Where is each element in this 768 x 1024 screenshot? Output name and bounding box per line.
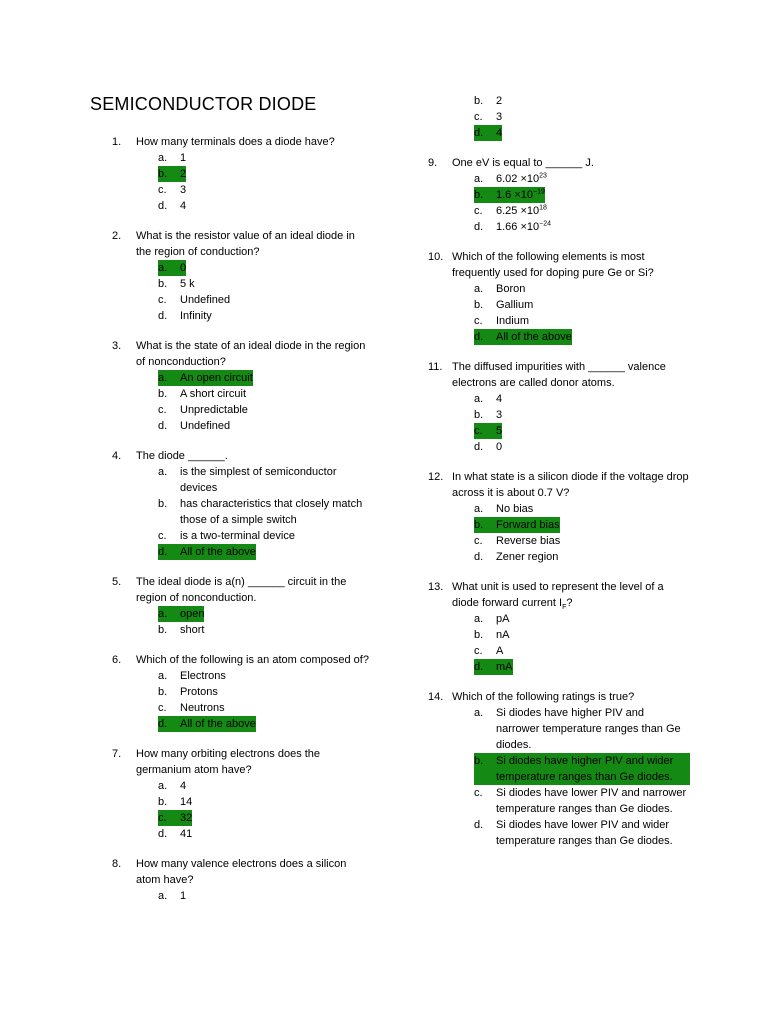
option-letter: d. xyxy=(474,331,484,343)
option-letter: d. xyxy=(158,546,168,558)
correct-highlight xyxy=(158,260,186,276)
correct-highlight xyxy=(158,810,192,826)
question-text: Which of the following elements is most frequently used for doping pure Ge or Si? xyxy=(452,251,654,279)
question-number: 7. xyxy=(112,748,122,760)
answer-option xyxy=(474,391,690,407)
option-text: open xyxy=(180,608,205,620)
correct-highlight xyxy=(474,187,545,203)
option-letter: b. xyxy=(158,686,168,698)
option-text: 0 xyxy=(496,441,503,453)
correct-highlight xyxy=(474,423,502,439)
options-list xyxy=(112,606,372,638)
answer-option xyxy=(158,778,372,794)
option-text xyxy=(496,219,690,235)
options-list xyxy=(112,668,372,732)
option-letter: d. xyxy=(158,828,168,840)
option-letter: b. xyxy=(158,388,168,400)
option-letter: a. xyxy=(158,372,168,384)
question-number: 8. xyxy=(112,858,122,870)
option-letter: c. xyxy=(474,535,483,547)
answer-option xyxy=(474,313,690,329)
answer-option xyxy=(474,93,690,109)
answer-option-correct xyxy=(158,544,372,560)
option-text: 1 xyxy=(180,890,187,902)
spacer xyxy=(428,565,690,579)
question-item xyxy=(428,155,690,235)
option-text: Indium xyxy=(496,315,530,327)
answer-option xyxy=(474,643,690,659)
question-number: 3. xyxy=(112,340,122,352)
option-letter: b. xyxy=(474,629,484,641)
option-text: 4 xyxy=(496,393,503,405)
answer-option xyxy=(158,418,372,434)
option-text: 4 xyxy=(180,780,187,792)
spacer xyxy=(112,434,372,448)
question-number: 2. xyxy=(112,230,122,242)
option-text: 4 xyxy=(180,200,187,212)
question-number: 11. xyxy=(428,361,443,373)
spacer xyxy=(112,842,372,856)
option-letter: c. xyxy=(158,294,167,306)
options-list xyxy=(428,501,690,565)
answer-option xyxy=(474,549,690,565)
answer-option xyxy=(158,292,372,308)
question-row xyxy=(112,746,372,778)
option-letter: a. xyxy=(158,890,168,902)
spacer xyxy=(112,638,372,652)
question-number: 5. xyxy=(112,576,122,588)
question-text: How many orbiting electrons does the germanium atom have? xyxy=(136,748,321,776)
question-row xyxy=(112,338,372,370)
answer-option-correct xyxy=(474,423,690,439)
question-item xyxy=(428,689,690,849)
option-text: 3 xyxy=(496,409,503,421)
question-item xyxy=(112,228,372,324)
option-text: short xyxy=(180,624,205,636)
option-text: Si diodes have higher PIV and wider temperature ranges than Ge diodes. xyxy=(496,755,674,783)
question-text: The diffused impurities with ______ valence electrons are called donor atoms. xyxy=(452,361,666,389)
option-letter: a. xyxy=(158,670,168,682)
spacer xyxy=(428,455,690,469)
option-text: 3 xyxy=(496,111,503,123)
answer-option xyxy=(474,109,690,125)
question-row xyxy=(112,652,372,668)
option-letter: c. xyxy=(474,315,483,327)
left-column xyxy=(112,134,372,904)
option-text: Boron xyxy=(496,283,526,295)
question-text: Which of the following is an atom composed of? xyxy=(136,654,369,666)
answer-option xyxy=(474,705,690,753)
question-text-main: What unit is used to represent the level of a diode forward current I xyxy=(452,581,664,609)
question-row xyxy=(428,249,690,281)
spacer xyxy=(428,141,690,155)
correct-highlight xyxy=(158,544,256,560)
question-text-end: ? xyxy=(566,597,573,609)
option-letter: c. xyxy=(158,530,167,542)
option-letter: c. xyxy=(474,645,483,657)
option-base: 6.02 ×10 xyxy=(496,173,540,185)
option-letter: c. xyxy=(158,184,167,196)
question-number: 6. xyxy=(112,654,122,666)
option-text: 41 xyxy=(180,828,193,840)
option-letter: b. xyxy=(158,168,168,180)
option-text: 2 xyxy=(496,95,503,107)
question-item xyxy=(428,579,690,675)
question-item xyxy=(428,469,690,565)
answer-option xyxy=(474,203,690,219)
correct-highlight xyxy=(474,753,690,785)
option-exponent: 18 xyxy=(539,204,547,212)
answer-option-correct xyxy=(474,517,690,533)
option-letter: d. xyxy=(158,718,168,730)
option-letter: d. xyxy=(474,127,484,139)
right-column xyxy=(428,93,690,849)
answer-option xyxy=(474,297,690,313)
answer-option xyxy=(158,888,372,904)
option-letter: c. xyxy=(158,812,167,824)
option-letter: c. xyxy=(158,702,167,714)
question-row xyxy=(428,469,690,501)
option-text: 32 xyxy=(180,812,193,824)
answer-option-correct xyxy=(158,260,372,276)
option-letter: d. xyxy=(158,200,168,212)
answer-option-correct xyxy=(474,329,690,345)
answer-option xyxy=(158,528,372,544)
answer-option xyxy=(474,407,690,423)
option-letter: b. xyxy=(474,755,484,767)
answer-option xyxy=(158,826,372,842)
option-base: 6.25 ×10 xyxy=(496,205,540,217)
option-letter: a. xyxy=(474,393,484,405)
option-text: Undefined xyxy=(180,420,231,432)
option-text: 4 xyxy=(496,127,503,139)
answer-option-correct xyxy=(158,166,372,182)
option-letter: d. xyxy=(474,441,484,453)
answer-option-correct xyxy=(474,187,690,203)
option-text: 14 xyxy=(180,796,193,808)
option-letter: a. xyxy=(474,173,484,185)
option-text: 2 xyxy=(180,168,187,180)
option-exponent: −24 xyxy=(539,220,551,228)
option-text: An open circuit xyxy=(180,372,253,384)
answer-option xyxy=(474,627,690,643)
question-number: 10. xyxy=(428,251,444,263)
question-row xyxy=(428,689,690,705)
option-text: Protons xyxy=(180,686,218,698)
answer-option xyxy=(158,668,372,684)
options-list xyxy=(428,391,690,455)
option-text: pA xyxy=(496,613,510,625)
options-list xyxy=(112,778,372,842)
options-list xyxy=(112,464,372,560)
option-letter: c. xyxy=(474,111,483,123)
spacer xyxy=(112,324,372,338)
answer-option xyxy=(158,182,372,198)
option-letter: d. xyxy=(474,819,484,831)
correct-highlight xyxy=(158,166,186,182)
answer-option-correct xyxy=(474,659,690,675)
option-text: Si diodes have higher PIV and narrower temperature ranges than Ge diodes. xyxy=(496,707,681,751)
option-letter: c. xyxy=(474,425,483,437)
option-text: All of the above xyxy=(180,546,256,558)
answer-option xyxy=(474,817,690,849)
options-list xyxy=(112,370,372,434)
option-text: 5 xyxy=(496,425,503,437)
option-text: nA xyxy=(496,629,510,641)
option-letter: c. xyxy=(474,787,483,799)
answer-option xyxy=(158,684,372,700)
correct-highlight xyxy=(474,329,572,345)
option-letter: b. xyxy=(158,498,168,510)
option-text: is the simplest of semiconductor devices xyxy=(180,466,337,494)
correct-highlight xyxy=(474,517,560,533)
question-text: The diode ______. xyxy=(136,450,228,462)
option-text: Si diodes have lower PIV and wider temperature ranges than Ge diodes. xyxy=(496,819,673,847)
option-letter: b. xyxy=(474,95,484,107)
answer-option xyxy=(158,700,372,716)
options-list xyxy=(112,888,372,904)
answer-option xyxy=(158,402,372,418)
question-row xyxy=(428,579,690,611)
option-text: Gallium xyxy=(496,299,534,311)
option-exponent: 23 xyxy=(539,172,547,180)
option-letter: a. xyxy=(474,613,484,625)
question-text: How many terminals does a diode have? xyxy=(136,136,335,148)
question-row xyxy=(112,448,372,464)
question-row xyxy=(112,856,372,888)
option-text: Infinity xyxy=(180,310,212,322)
option-letter: d. xyxy=(158,310,168,322)
option-text: 0 xyxy=(180,262,187,274)
question-item xyxy=(112,652,372,732)
option-letter: a. xyxy=(158,262,168,274)
spacer xyxy=(428,235,690,249)
question-number: 12. xyxy=(428,471,444,483)
option-letter: b. xyxy=(474,299,484,311)
answer-option xyxy=(158,622,372,638)
option-text: 5 k xyxy=(180,278,195,290)
spacer xyxy=(428,345,690,359)
answer-option-correct xyxy=(474,125,690,141)
spacer xyxy=(112,214,372,228)
question-item xyxy=(112,134,372,214)
correct-highlight xyxy=(158,370,253,386)
spacer xyxy=(112,732,372,746)
option-exponent: −19 xyxy=(533,188,545,196)
option-text: Reverse bias xyxy=(496,535,561,547)
answer-option-correct xyxy=(158,810,372,826)
option-letter: a. xyxy=(158,466,168,478)
option-letter: c. xyxy=(474,205,483,217)
option-text: No bias xyxy=(496,503,534,515)
question-row xyxy=(112,134,372,150)
question-item xyxy=(112,448,372,560)
answer-option xyxy=(474,219,690,235)
spacer xyxy=(112,560,372,574)
correct-highlight xyxy=(474,659,513,675)
option-text: 3 xyxy=(180,184,187,196)
options-list-continued xyxy=(428,93,690,141)
answer-option xyxy=(474,611,690,627)
question-item xyxy=(428,249,690,345)
option-letter: d. xyxy=(158,420,168,432)
option-text: A short circuit xyxy=(180,388,247,400)
option-letter: d. xyxy=(474,551,484,563)
answer-option-correct xyxy=(158,370,372,386)
answer-option xyxy=(474,439,690,455)
option-text: is a two-terminal device xyxy=(180,530,295,542)
option-letter: b. xyxy=(158,796,168,808)
question-text: What is the resistor value of an ideal diode in the region of conduction? xyxy=(136,230,355,258)
option-text: Forward bias xyxy=(496,519,560,531)
option-text: All of the above xyxy=(496,331,572,343)
answer-option-correct xyxy=(474,753,690,785)
answer-option xyxy=(158,308,372,324)
question-row xyxy=(428,359,690,391)
question-item xyxy=(428,359,690,455)
answer-option xyxy=(158,386,372,402)
answer-option xyxy=(158,794,372,810)
option-text: A xyxy=(496,645,504,657)
option-letter: a. xyxy=(158,152,168,164)
option-letter: b. xyxy=(474,519,484,531)
page-title: SEMICONDUCTOR DIODE xyxy=(90,94,317,114)
spacer xyxy=(428,675,690,689)
option-text xyxy=(496,187,545,203)
option-letter: d. xyxy=(474,221,484,233)
option-text: Undefined xyxy=(180,294,231,306)
answer-option xyxy=(474,281,690,297)
option-text: has characteristics that closely match those of a simple switch xyxy=(180,498,363,526)
answer-option xyxy=(474,785,690,817)
answer-option xyxy=(158,496,372,528)
correct-highlight xyxy=(474,125,502,141)
option-letter: d. xyxy=(474,661,484,673)
option-text: mA xyxy=(496,661,513,673)
answer-option-correct xyxy=(158,606,372,622)
option-text: 1 xyxy=(180,152,187,164)
question-row xyxy=(428,155,690,171)
answer-option xyxy=(474,533,690,549)
question-number: 9. xyxy=(428,157,438,169)
question-item xyxy=(112,856,372,904)
answer-option-correct xyxy=(158,716,372,732)
option-base: 1.66 ×10 xyxy=(496,221,540,233)
question-row xyxy=(112,574,372,606)
option-letter: a. xyxy=(474,707,484,719)
options-list xyxy=(428,705,690,849)
option-text: Zener region xyxy=(496,551,559,563)
question-item xyxy=(112,746,372,842)
question-number: 14. xyxy=(428,691,444,703)
answer-option xyxy=(158,276,372,292)
answer-option xyxy=(158,464,372,496)
answer-option xyxy=(474,501,690,517)
options-list xyxy=(112,150,372,214)
option-text: All of the above xyxy=(180,718,256,730)
option-letter: b. xyxy=(158,624,168,636)
question-text: Which of the following ratings is true? xyxy=(452,691,635,703)
option-text: Electrons xyxy=(180,670,226,682)
option-letter: c. xyxy=(158,404,167,416)
question-text: In what state is a silicon diode if the voltage drop across it is about 0.7 V? xyxy=(452,471,689,499)
option-letter: a. xyxy=(158,608,168,620)
question-item xyxy=(112,338,372,434)
option-letter: a. xyxy=(474,503,484,515)
question-text-subscript: F xyxy=(562,604,567,612)
question-number: 4. xyxy=(112,450,122,462)
correct-highlight xyxy=(158,716,256,732)
option-text: Si diodes have lower PIV and narrower temperature ranges than Ge diodes. xyxy=(496,787,687,815)
question-row xyxy=(112,228,372,260)
option-text xyxy=(496,203,690,219)
option-letter: b. xyxy=(474,189,484,201)
option-letter: a. xyxy=(474,283,484,295)
option-letter: b. xyxy=(474,409,484,421)
question-text xyxy=(452,579,690,611)
option-text xyxy=(496,171,690,187)
options-list xyxy=(112,260,372,324)
correct-highlight xyxy=(158,606,204,622)
options-list xyxy=(428,171,690,235)
options-list xyxy=(428,281,690,345)
option-text: Neutrons xyxy=(180,702,225,714)
options-list xyxy=(428,611,690,675)
question-number: 13. xyxy=(428,581,444,593)
question-number: 1. xyxy=(112,136,122,148)
question-text: What is the state of an ideal diode in the region of nonconduction? xyxy=(136,340,366,368)
question-text: The ideal diode is a(n) ______ circuit in the region of nonconduction. xyxy=(136,576,347,604)
answer-option xyxy=(474,171,690,187)
answer-option xyxy=(158,150,372,166)
option-base: 1.6 ×10 xyxy=(496,189,534,201)
option-letter: a. xyxy=(158,780,168,792)
question-item xyxy=(112,574,372,638)
answer-option xyxy=(158,198,372,214)
option-text: Unpredictable xyxy=(180,404,248,416)
question-text: One eV is equal to ______ J. xyxy=(452,157,594,169)
question-text: How many valence electrons does a silicon atom have? xyxy=(136,858,347,886)
option-letter: b. xyxy=(158,278,168,290)
